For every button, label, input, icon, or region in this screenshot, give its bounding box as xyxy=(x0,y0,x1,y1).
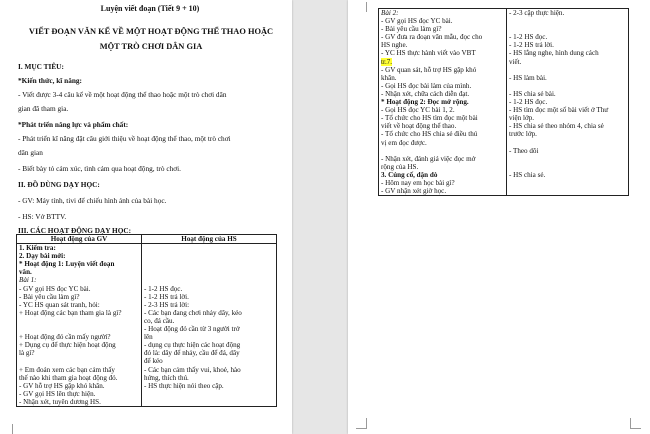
page-corner-mark xyxy=(630,418,641,429)
ability-line-2: dân gian xyxy=(18,148,43,157)
cell-text-line xyxy=(509,82,626,90)
cell-text-line xyxy=(144,390,274,398)
cell-text-line: 1. Kiểm tra: xyxy=(19,244,56,253)
table-row xyxy=(379,9,629,196)
cell-text-line: - 2-3 cặp thực hiện. xyxy=(509,9,565,17)
cell-text-line: - 1-2 HS đọc. xyxy=(509,33,548,42)
cell-text-line: - Các bạn đang chơi nhảy dây, kéo xyxy=(144,308,242,317)
cell-text-line: + Dụng cụ để thực hiện hoạt động xyxy=(19,341,116,350)
cell-text-line xyxy=(509,17,626,25)
cell-text-line: - GV gọi HS lên thực hiện. xyxy=(19,389,96,398)
cell-text-line: - HS chia sẻ. xyxy=(509,170,546,179)
cell-text-line: khăn. xyxy=(381,73,397,82)
teacher-activity-cell xyxy=(17,244,142,407)
section-objectives-heading: I. MỤC TIÊU: xyxy=(18,62,64,71)
cell-text-line: - Nhận xét, tuyên dương HS. xyxy=(19,397,101,406)
cell-text-line: - 1-2 HS đọc. xyxy=(144,284,183,293)
ability-line-1: - Phát triển kĩ năng đặt câu giới thiệu về hoạt động thể thao, một trò chơi xyxy=(18,134,231,143)
cell-text-line: lên xyxy=(144,333,153,342)
activities-table-continued xyxy=(378,8,629,196)
cell-text-line xyxy=(509,66,626,74)
tools-line-1: - GV: Máy tính, tivi để chiếu hình ảnh của bài học. xyxy=(18,196,167,205)
cell-text-line: Bài 2: xyxy=(381,9,399,17)
cell-text-line: co, đá cầu. xyxy=(144,316,175,325)
activities-table xyxy=(16,234,277,407)
cell-text-line: Bài 1: xyxy=(19,276,37,285)
cell-text-line xyxy=(509,155,626,163)
cell-text-line xyxy=(19,357,139,365)
cell-text-line: thế nào khi tham gia hoạt động đó. xyxy=(19,373,118,382)
page-corner-mark xyxy=(356,2,367,12)
cell-text-line: - HS tìm đọc một số bài viết ở Thư xyxy=(509,106,609,115)
cell-text-line: viện lớp. xyxy=(509,114,535,123)
cell-text-line xyxy=(144,276,274,284)
cell-text-line: - GV gọi HS đọc YC bài. xyxy=(19,284,91,293)
knowledge-line-1: - Viết được 3-4 câu kể về một hoạt động thể thao hoặc một trò chơi dân xyxy=(18,90,227,99)
cell-text-line: - HS chia sẻ bài. xyxy=(509,89,556,98)
table-header-row xyxy=(17,235,277,244)
cell-text-line xyxy=(509,139,626,147)
cell-text-line: + Em đoán xem các bạn cảm thấy xyxy=(19,365,115,374)
section-tools-heading: II. ĐỒ DÙNG DẠY HỌC: xyxy=(18,180,100,189)
cell-text-line: trước lớp. xyxy=(509,130,537,139)
cell-text-line: - Hôm nay em học bài gì? xyxy=(381,178,455,187)
cell-text-line xyxy=(144,260,274,268)
cell-text-line xyxy=(144,398,274,406)
cell-text-line xyxy=(509,187,626,195)
knowledge-heading: *Kiến thức, kĩ năng: xyxy=(18,76,82,85)
main-title xyxy=(20,24,282,54)
cell-text-line: - Hoạt động đó cần từ 3 người trở xyxy=(144,325,240,334)
cell-text-line: - Tổ chức cho HS chia sẻ điều thú xyxy=(381,130,478,139)
document-page-left xyxy=(0,0,292,434)
cell-text-line: - GV hỗ trợ HS gặp khó khăn. xyxy=(19,381,105,390)
cell-text-line: - Nhận xét, chữa cách diễn đạt. xyxy=(381,89,470,98)
knowledge-line-2: gian đã tham gia. xyxy=(18,104,69,113)
column-header-teacher: Hoạt động của GV xyxy=(17,235,142,244)
cell-text-line xyxy=(509,163,626,171)
cell-text-line: - Theo dõi xyxy=(509,146,539,155)
cell-text-line: 2. Dạy bài mới: xyxy=(19,252,66,261)
cell-text-line xyxy=(509,25,626,33)
cell-text-line: - 2-3 HS trả lời: xyxy=(144,300,190,309)
section-activities-heading: III. CÁC HOẠT ĐỘNG DẠY HỌC: xyxy=(18,226,132,235)
document-page-right xyxy=(348,0,650,434)
cell-text-line: - HS lắng nghe, hình dung cách xyxy=(509,49,599,58)
ability-heading: *Phát triển năng lực và phẩm chất: xyxy=(18,120,129,129)
cell-text-line: vị em đọc được. xyxy=(381,138,427,147)
cell-text-line xyxy=(19,325,139,333)
cell-text-line xyxy=(509,179,626,187)
cell-text-line: - YC HS quan sát tranh, hỏi: xyxy=(19,300,100,309)
cell-text-line: - Gọi HS đọc YC bài 1, 2. xyxy=(381,106,455,115)
student-activity-cell xyxy=(142,244,277,407)
teacher-activity-cell xyxy=(379,9,507,196)
cell-text-line xyxy=(381,58,504,66)
page-corner-mark xyxy=(2,424,13,434)
cell-text-line xyxy=(381,147,504,155)
cell-text-line xyxy=(144,252,274,260)
cell-text-line: hứng, thích thú. xyxy=(144,373,189,382)
cell-text-line: - HS chia sẻ theo nhóm 4, chia sẻ xyxy=(509,122,604,131)
cell-text-line: viết. xyxy=(509,57,522,66)
cell-text-line: 3. Củng cố, dặn dò xyxy=(381,170,438,179)
cell-text-line: - YC HS thực hành viết vào VBT xyxy=(381,49,476,58)
ability-line-3: - Biết bày tỏ cảm xúc, tình cảm qua hoạt động, trò chơi. xyxy=(18,164,181,173)
lesson-title: Luyện viết đoạn (Tiết 9 + 10) xyxy=(100,4,200,13)
cell-text-line: văn. xyxy=(19,268,32,277)
cell-text-line: - GV đưa ra đoạn văn mẫu, đọc cho xyxy=(381,33,483,42)
cell-text-line: - GV nhận xét giờ học. xyxy=(381,187,447,196)
cell-text-line: * Hoạt động 1: Luyện viết đoạn xyxy=(19,260,115,269)
cell-text-line: HS nghe. xyxy=(381,41,408,50)
cell-text-line: viết về hoạt động thể thao. xyxy=(381,122,457,131)
highlighted-text: tr.7. xyxy=(381,57,393,66)
cell-text-line: - Tổ chức cho HS tìm đọc một bài xyxy=(381,114,478,123)
cell-text-line: * Hoạt động 2: Đọc mở rộng. xyxy=(381,98,469,107)
cell-text-line: - Bài yêu cầu làm gì? xyxy=(19,292,80,301)
cell-text-line: - 1-2 HS đọc. xyxy=(509,98,548,107)
cell-text-line: rộng của HS. xyxy=(381,162,419,171)
cell-text-line: - Bài yêu cầu làm gì? xyxy=(381,25,442,34)
main-title-line-2: MỘT TRÒ CHƠI DÂN GIA xyxy=(99,42,203,51)
cell-text-line xyxy=(19,317,139,325)
cell-text-line xyxy=(144,244,274,252)
cell-text-line: đó là: dây để nhảy, cầu để đá, dây xyxy=(144,349,240,358)
cell-text-line: - 1-2 HS trả lời. xyxy=(509,41,554,50)
column-header-student: Hoạt động của HS xyxy=(142,235,277,244)
cell-text-line xyxy=(144,268,274,276)
cell-text-line: để kéo xyxy=(144,357,163,366)
tools-line-2: - HS: Vở BTTV. xyxy=(18,212,67,221)
cell-text-line: - 1-2 HS trả lời. xyxy=(144,292,189,301)
main-title-line-1: VIẾT ĐOẠN VĂN KỂ VỀ MỘT HOẠT ĐỘNG THỂ THAO HOẶC xyxy=(28,27,274,36)
cell-text-line: - HS thực hiện nói theo cặp. xyxy=(144,381,224,390)
cell-text-line: là gì? xyxy=(19,349,35,358)
student-activity-cell xyxy=(507,9,629,196)
cell-text-line: + Hoạt động các bạn tham gia là gì? xyxy=(19,308,122,317)
cell-text-line: + Hoạt động đó cần mấy người? xyxy=(19,333,111,342)
cell-text-line: - dụng cụ thực hiện các hoạt động xyxy=(144,341,241,350)
cell-text-line: - Các bạn cảm thấy vui, khoẻ, hào xyxy=(144,365,241,374)
cell-text-line: - GV quan sát, hỗ trợ HS gặp khó xyxy=(381,65,477,74)
cell-text-line: - HS làm bài. xyxy=(509,73,547,82)
cell-text-line: - Gọi HS đọc bài làm của mình. xyxy=(381,81,472,90)
cell-text-line: - Nhận xét, đánh giá việc đọc mở xyxy=(381,154,476,163)
page-corner-mark xyxy=(356,418,367,429)
table-row xyxy=(17,244,277,407)
cell-text-line: - GV gọi HS đọc YC bài. xyxy=(381,17,453,26)
